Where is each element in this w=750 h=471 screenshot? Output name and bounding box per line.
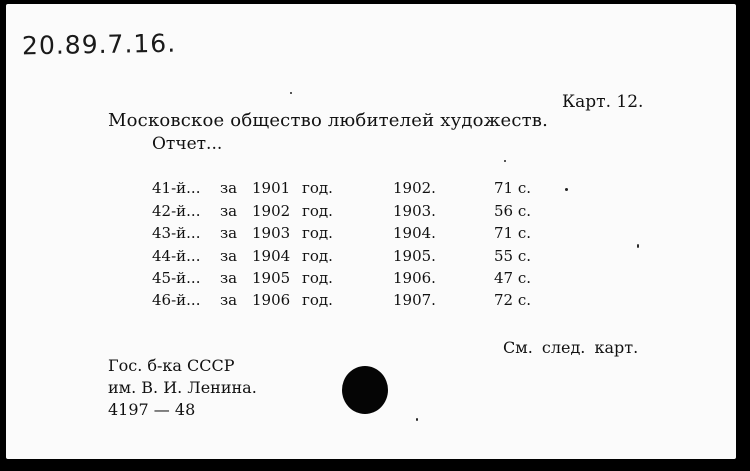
report-ordinal: 42-й... [152,202,201,220]
handwritten-shelf-code: 20.89.7.16. [21,28,177,61]
report-published-year: 1904. [393,224,436,242]
report-ordinal: 46-й... [152,291,201,309]
card-number: Карт. 12. [562,92,644,112]
report-year: 1903 [252,224,291,242]
print-run-number: 4197 — 48 [108,400,196,419]
report-za: за [220,224,238,242]
ink-speck [565,188,568,191]
ink-speck [290,92,292,94]
report-ordinal: 44-й... [152,247,201,265]
report-pages: 55 с. [494,247,532,265]
report-ordinal: 41-й... [152,179,201,197]
report-za: за [220,291,238,309]
report-pages: 72 с. [494,291,532,309]
card-title: Московское общество любителей художеств. [108,110,549,131]
library-dedication: им. В. И. Ленина. [108,378,257,397]
report-pages: 71 с. [494,224,532,242]
report-published-year: 1907. [393,291,436,309]
report-god: год. [302,269,333,287]
report-published-year: 1903. [393,202,436,220]
report-published-year: 1906. [393,269,436,287]
report-god: год. [302,291,333,309]
report-ordinal: 45-й... [152,269,201,287]
see-next-card-note: См. след. карт. [503,338,639,357]
ink-speck [637,244,639,248]
report-pages: 71 с. [494,179,532,197]
punch-hole [342,366,388,414]
report-god: год. [302,247,333,265]
report-year: 1901 [252,179,291,197]
ink-speck [416,418,418,421]
report-god: год. [302,179,333,197]
report-god: год. [302,202,333,220]
ink-speck [504,160,506,162]
report-za: за [220,202,238,220]
report-god: год. [302,224,333,242]
report-year: 1904 [252,247,291,265]
report-year: 1902 [252,202,291,220]
card-subtitle: Отчет... [152,134,223,154]
report-za: за [220,247,238,265]
report-za: за [220,269,238,287]
report-published-year: 1902. [393,179,436,197]
report-published-year: 1905. [393,247,436,265]
report-za: за [220,179,238,197]
report-year: 1905 [252,269,291,287]
report-ordinal: 43-й... [152,224,201,242]
library-stamp [108,355,257,421]
report-pages: 56 с. [494,202,532,220]
report-year: 1906 [252,291,291,309]
report-pages: 47 с. [494,269,532,287]
library-name: Гос. б-ка СССР [108,356,235,375]
